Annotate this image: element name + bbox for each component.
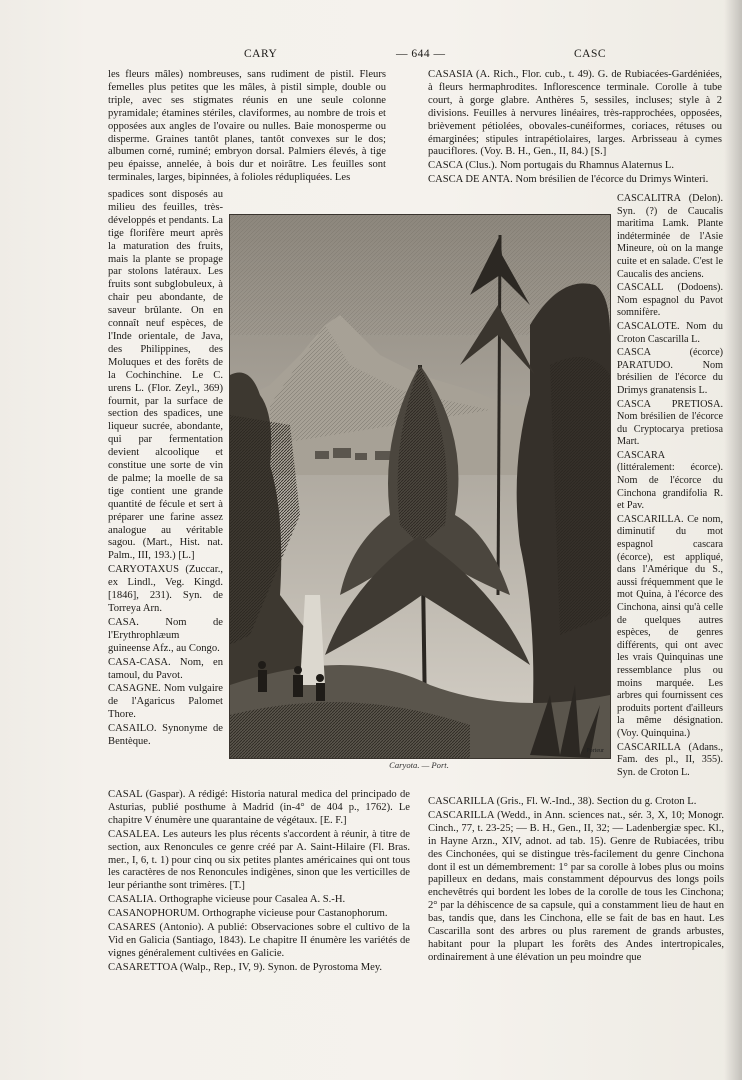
entry-casca: CASCA (Clus.). Nom portugais du Rhamnus Alaternus L. — [428, 160, 675, 172]
entry-casca-pretiosa: CASCA PRETIOSA. Nom brésilien de l'écorce du Cryptocarya pretiosa Mart. — [617, 398, 723, 448]
entry-casal: CASAL (Gaspar). A rédigé: Historia natural medica del principado de Asturias, publié posthume à Madrid (in-4° de 404 p., 1762). Le chapitre V énumère une quarantaine de végétaux. [E. F.] — [108, 789, 410, 826]
engraver-signature: Porteur — [586, 748, 604, 754]
entry-casca-paratudo: CASCA (écorce) PARATUDO. Nom brésilien de l'écorce du Drimys granatensis L. — [617, 347, 723, 396]
entry-cascarilla-adans: CASCARILLA (Adans., Fam. des pl., II, 355). Syn. de Croton L. — [617, 741, 723, 778]
entry-casalea: CASALEA. Les auteurs les plus récents s'accordent à réunir, à titre de section, aux Renoncules ce genre créé par A. Saint-Hilaire (Fl. Bras. mer., I, 6, t. 1) pour cinq ou six petites plantes américaines qui ont tous les caractères de nos Renoncules indigènes, sinon que les verticilles de leur périanthe sont trimères. [T.] — [108, 828, 410, 892]
entry-casa: CASA. Nom de l'Erythrophlæum guineense Afz., au Congo. — [108, 616, 223, 654]
page-edge-shadow — [724, 0, 742, 1080]
entry-casarettoa: CASARETTOA (Walp., Rep., IV, 9). Synon. de Pyrostoma Mey. — [108, 961, 383, 973]
left-column-top — [108, 69, 386, 186]
entry-casalia: CASALIA. Orthographe vicieuse pour Casalea A. S.-H. — [108, 894, 346, 906]
left-column-bottom — [108, 789, 410, 976]
right-column-narrow — [617, 193, 723, 780]
page-number: — 644 — — [396, 48, 446, 60]
caryota-engraving — [229, 214, 611, 759]
entry-cascarilla-1: CASCARILLA. Ce nom, diminutif du mot espagnol cascara (écorce), est appliqué, dans l'Amérique du S., aussi fréquemment que le mot Quina, à l'écorce des Cinchona, ainsi qu'à celle de quelques autres espèces, de genres différents, qui ont avec les vrais Quinquinas une ressemblance plus ou moins marquée. Les arbres qui fournissent ces produits portent d'ailleurs la même désignation. (Voy. Quinquina.) — [617, 513, 723, 739]
header-left-word: CARY — [244, 48, 278, 60]
entry-casagne: CASAGNE. Nom vulgaire de l'Agaricus Palomet Thore. — [108, 683, 223, 721]
entry-casares: CASARES (Antonio). A publié: Observaciones sobre el cultivo de la Vid en Galicia (Santiago, 1843). Le chapitre II énumère les variétés de vignes généralement cultivées en Galicie. — [108, 922, 410, 959]
entry-casca-de-anta: CASCA DE ANTA. Nom brésilien de l'écorce du Drimys Winteri. — [428, 174, 709, 186]
entry-caryotaxus: CARYOTAXUS (Zuccar., ex Lindl., Veg. Kingd. [1846], 231). Syn. de Torreya Arn. — [108, 564, 223, 614]
entry-cascalote: CASCALOTE. Nom du Croton Cascarilla L. — [617, 320, 723, 345]
running-header — [0, 48, 742, 64]
entry-cascall: CASCALL (Dodoens). Nom espagnol du Pavot somnifère. — [617, 282, 723, 319]
entry-casa-casa: CASA-CASA. Nom, en tamoul, du Pavot. — [108, 656, 223, 681]
entry-casasia: CASASIA (A. Rich., Flor. cub., t. 49). G. de Rubiacées-Gardéniées, à fleurs hermaphrodites. Inflorescence terminale. Corolle à tube court, à gorge glabre. Anthères 5, sessiles, incluses; style à 2 divisions. Feuilles à nervures linéaires, très-rapprochées, opposées, brièvement pétiolées, obovales-cunéiformes, coriaces, rétuses ou émarginées; stipules intrapétiolaires, larges. Arbrisseau à cymes pauciflores. (Voy. B. H., Gen., II, 84.) [S.] — [428, 69, 722, 158]
entry-cascarilla-gris: CASCARILLA (Gris., Fl. W.-Ind., 38). Section du g. Croton L. — [428, 796, 697, 807]
paragraph: les fleurs mâles) nombreuses, sans rudiment de pistil. Fleurs femelles plus petites que les mâles, à pistil simple, double ou triple, avec ses stigmates réunis en une seule colonne pyramidale; étamines stériles, claviformes, au nombre de trois et opposées aux angles de l'ovaire ou nulles. Baie monosperme ou disperme. Graines tantôt planes, tantôt convexes sur le dos; albumen corné, ruminé; embryon dorsal. Palmiers élevés, à tige peu épaisse, annelée, à bois dur et noirâtre. Les feuilles sont terminales, larges, bipinnées, à folioles rédupliquées. Les — [108, 69, 386, 184]
entry-cascara: CASCARA (littéralement: écorce). Nom de l'écorce du Cinchona grandifolia R. et Pav. — [617, 449, 723, 512]
header-right-word: CASC — [574, 48, 607, 60]
engraving-illustration — [230, 215, 610, 758]
right-column-bottom — [428, 796, 724, 966]
entry-cascalitra: CASCALITRA (Delon). Syn. (?) de Caucalis maritima Lamk. Plante indéterminée de l'Asie Mineure, où on la mange cuite et en salade. C'est le Caucalis des anciens. — [617, 193, 723, 280]
entry-casanophorum: CASANOPHORUM. Orthographe vicieuse pour Castanophorum. — [108, 908, 388, 920]
right-column-top — [428, 69, 722, 188]
entry-cascarilla-wedd: CASCARILLA (Wedd., in Ann. sciences nat., sér. 3, X, 10; Monogr. Cinch., 77, t. 23-25; — B. H., Gen., II, 32; — Ladenbergiæ spec. Kl., in Hayne Arzn., XIV, adnot. ad tab. 15). Genre de Rubiacées, tribu des Cinchonées, qui se distingue très-facilement du genre Cinchona dont il est un démembrement: 1° par sa corolle à lobes plus ou moins papilleux en dedans, mais constamment dépourvus des longs poils enchevêtrés qui bordent les lobes de la corolle de tous les Cinchona; 2° par la déhiscence de sa capsule, qui a constamment lieu de haut en bas, tandis que, dans les Cinchona, elle se fait de bas en haut. Les Cascarilla sont des arbres ou plus rarement de grands arbustes, habitant pour la plupart les forêts des Andes intertropicales, ordinairement à une élévation un peu moindre que — [428, 809, 724, 963]
entry-casailo: CASAILO. Synonyme de Bentèque. — [108, 723, 223, 748]
paragraph: spadices sont disposés au milieu des feuilles, très-développés et pendants. La tige florifère meurt après la maturation des fruits, mais la plante se propage par stolons latéraux. Les fruits sont subglobuleux, à chair peu abondante, de saveur brûlante. On en connaît neuf espèces, de l'Inde orientale, de Java, des Philippines, des Moluques et des forêts de la Cochinchine. Le C. urens L. (Flor. Zeyl., 369) fournit, par la surface de section des spadices, une liqueur sucrée, abondante, qui par fermentation devient alcoolique et constitue une sorte de vin de palme; la moelle de sa tige contient une grande quantité de fécule et sert à préparer une farine assez analogue au véritable sagou. (Mart., Hist. nat. Palm., III, 193.) [L.] — [108, 189, 223, 562]
figure-caption: Caryota. — Port. — [389, 760, 449, 770]
left-column-narrow — [108, 189, 223, 750]
